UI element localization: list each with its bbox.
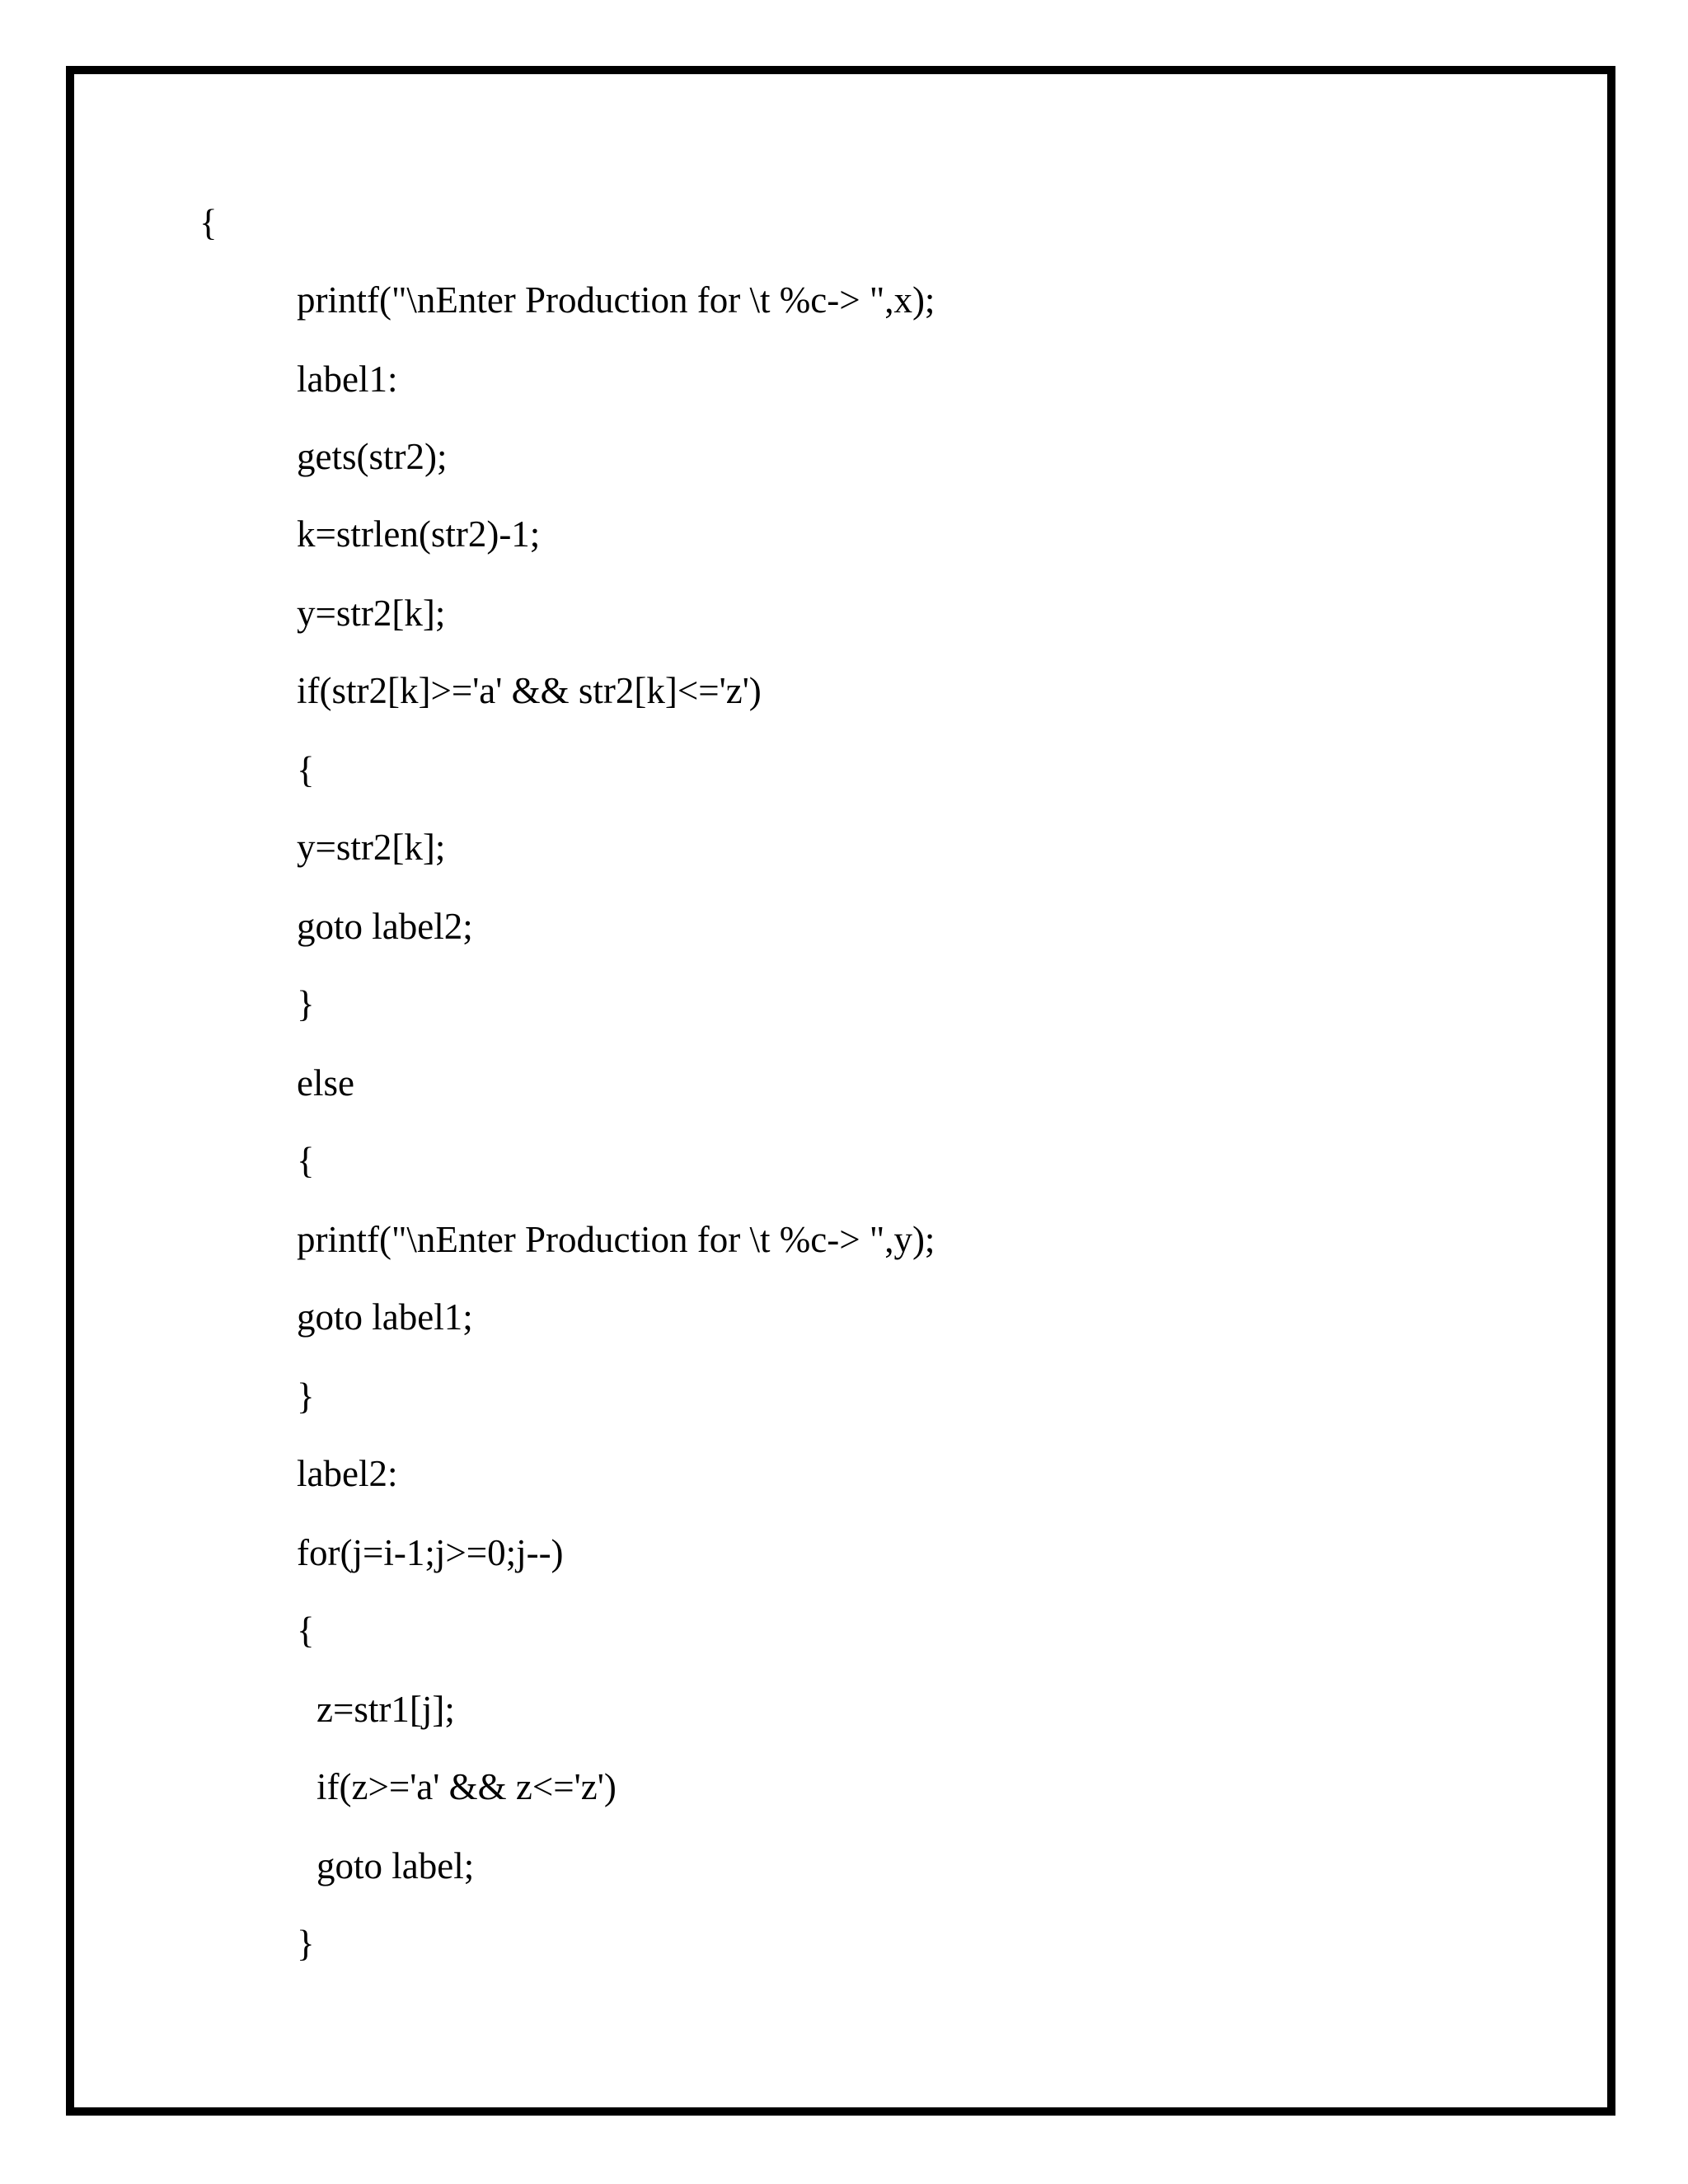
code-line-23: }	[297, 1923, 315, 1964]
code-line-8: {	[297, 749, 315, 790]
code-line-12: else	[297, 1062, 354, 1104]
code-line-16: }	[297, 1376, 315, 1417]
code-line-10: goto label2;	[297, 906, 473, 947]
code-line-14: printf("\nEnter Production for \t %c-> ",y);	[297, 1219, 935, 1260]
code-line-7: if(str2[k]>='a' && str2[k]<='z')	[297, 670, 762, 711]
code-line-13: {	[297, 1140, 315, 1181]
code-line-5: k=strlen(str2)-1;	[297, 513, 541, 555]
code-line-9: y=str2[k];	[297, 827, 446, 868]
code-line-17: label2:	[297, 1453, 398, 1494]
code-line-19: {	[297, 1610, 315, 1651]
code-line-6: y=str2[k];	[297, 593, 446, 634]
code-line-2: printf("\nEnter Production for \t %c-> ",x);	[297, 279, 935, 321]
code-line-4: gets(str2);	[297, 436, 448, 477]
code-line-22: goto label;	[316, 1845, 475, 1886]
code-line-20: z=str1[j];	[316, 1689, 455, 1730]
code-line-3: label1:	[297, 359, 398, 400]
code-line-18: for(j=i-1;j>=0;j--)	[297, 1532, 564, 1573]
code-line-15: goto label1;	[297, 1296, 473, 1338]
code-line-1: {	[199, 202, 218, 243]
code-line-21: if(z>='a' && z<='z')	[316, 1766, 617, 1807]
code-line-11: }	[297, 983, 315, 1024]
